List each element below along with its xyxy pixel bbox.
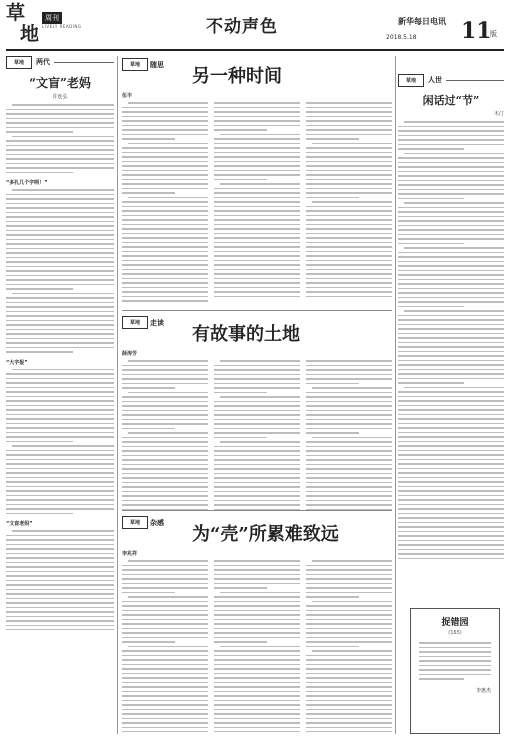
section-name: 两代 [36,58,50,66]
section-name: 走读 [150,319,164,327]
article-title: 闲话过“节” [422,94,480,107]
tag-logo: 草地 [122,516,148,529]
article-body [122,560,392,732]
section-tag-liangdai [6,56,114,68]
article-body [398,121,504,561]
article-author: 薛涛芳 [122,351,138,357]
errata-title: 捉错园 [441,618,469,628]
section-tag-renshi [398,74,504,86]
article-author: 李兆祥 [122,551,138,557]
newspaper-brand: 新华每日电讯 [398,17,446,26]
errata-author: 李惠杰 [475,687,491,694]
column-divider-right [395,56,396,734]
issue-date: 2018.5.18 [386,34,417,41]
left-column [6,56,114,630]
header-rule [6,49,504,51]
page-header [6,4,504,48]
article-shell-burden [122,514,392,732]
article-separator [122,310,392,311]
article-another-time [122,56,392,302]
article-title: 有故事的土地 [192,324,300,345]
article-author: 许连弘 [52,94,68,100]
tag-rule [54,62,114,63]
page-number: 11 [461,18,492,44]
section-name: 杂感 [150,519,164,527]
weekly-label: 周刊 [42,12,62,24]
article-body [122,102,392,302]
article-subhead: “大字报” [6,359,28,366]
article-body-4 [6,530,114,630]
logo-char-1: 草 [6,2,26,24]
article-head [122,314,392,348]
article-subhead: “文盲老妈” [6,521,33,527]
article-separator [122,510,392,511]
article-land-with-stories [122,314,392,510]
section-name: 人世 [428,76,442,84]
section-name: 随思 [150,61,164,69]
article-subhead: “多扎几个字呗！” [6,180,48,186]
errata-box [410,608,500,734]
logo-char-2: 地 [20,23,40,45]
article-head [122,56,392,90]
tag-logo: 草地 [122,316,148,329]
article-title: 另一种时间 [192,66,282,87]
article-title: “文盲”老妈 [29,76,91,90]
tag-rule [446,80,504,81]
article-head [122,514,392,548]
page-unit: 版 [490,30,497,38]
article-body-3 [6,369,114,518]
article-body [6,104,114,176]
page-title: 不动声色 [206,17,278,37]
weekly-en-label: LIVELY READING [42,24,82,29]
right-column [398,56,504,561]
tag-logo: 草地 [122,58,148,71]
tag-logo: 草地 [6,56,32,69]
errata-issue: (165) [448,630,462,636]
article-body [122,360,392,510]
errata-body [411,636,499,683]
section-logo [6,4,46,46]
tag-logo: 草地 [398,74,424,87]
article-title: 为“壳”所累难致远 [192,524,339,545]
article-author: 木汀 [493,111,504,117]
article-author: 伍丰 [122,93,133,99]
column-divider-left [117,56,118,734]
article-body-2 [6,189,114,356]
